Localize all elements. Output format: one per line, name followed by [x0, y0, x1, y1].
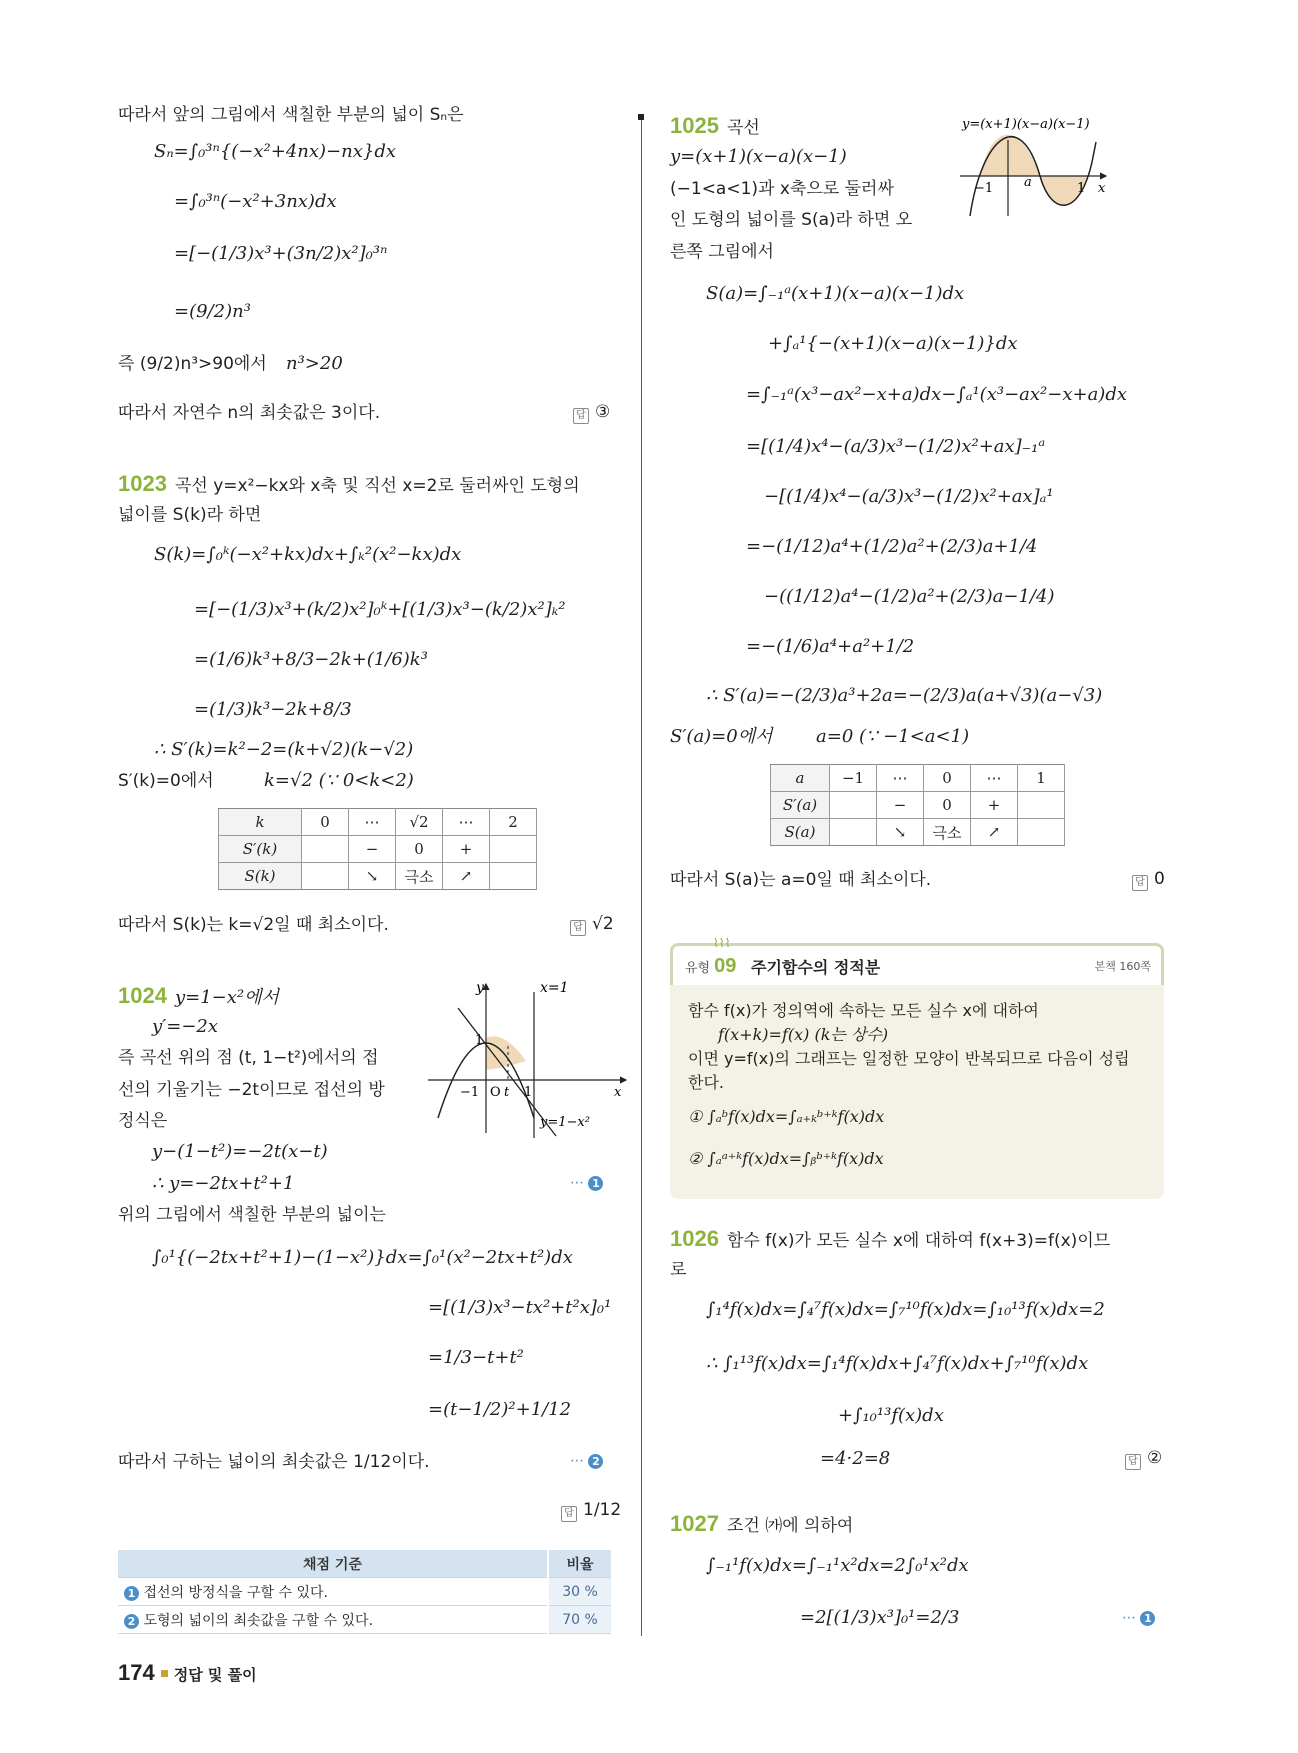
page-footer — [118, 1660, 257, 1686]
graph-1024 — [428, 978, 628, 1138]
eq-1024-1: ∫₀¹{(−2tx+t²+1)−(1−x²)}dx=∫₀¹(x²−2tx+t²)dx — [152, 1247, 573, 1268]
eq-1023-5: ∴ S′(k)=k²−2=(k+√2)(k−√2) — [154, 739, 414, 760]
problem-number: 1026 — [670, 1226, 719, 1251]
column-divider — [641, 116, 642, 1636]
step-marker-1027: ⋯ 1 — [1122, 1610, 1155, 1626]
eq-1025-3: =∫₋₁ᵃ(x³−ax²−x+a)dx−∫ₐ¹(x³−ax²−x+a)dx — [746, 384, 1127, 405]
problem-number: 1024 — [118, 983, 167, 1008]
eq-1025-7: −((1/12)a⁴−(1/2)a²+(2/3)a−1/4) — [764, 586, 1055, 607]
eq-1025-9: ∴ S′(a)=−(2/3)a³+2a=−(2/3)a(a+√3)(a−√3) — [706, 685, 1103, 706]
page-number: 174 — [118, 1660, 155, 1685]
answer-box-icon: 답 — [1125, 1454, 1141, 1470]
problem-1026-line1: 1026 함수 f(x)가 모든 실수 x에 대하여 f(x+3)=f(x)이므 — [670, 1226, 1111, 1251]
concept-line-3: 이면 y=f(x)의 그래프는 일정한 모양이 반복되므로 다음이 성립 — [688, 1049, 1130, 1068]
step-circle-icon: 1 — [124, 1586, 139, 1601]
problem-1023-line2: 넓이를 S(k)라 하면 — [118, 505, 262, 525]
step-marker-1: ⋯ 1 — [570, 1175, 603, 1191]
cond-1023: S′(k)=0에서 — [118, 771, 214, 791]
footer-square-icon — [161, 1670, 168, 1677]
concept-header — [670, 936, 1164, 985]
p1024-l6: y−(1−t²)=−2t(x−t) — [152, 1141, 328, 1162]
eq-1025-2: +∫ₐ¹{−(x+1)(x−a)(x−1)}dx — [768, 333, 1018, 354]
p1025-l2: y=(x+1)(x−a)(x−1) — [670, 146, 847, 167]
eq-1025-1: S(a)=∫₋₁ᵃ(x+1)(x−a)(x−1)dx — [706, 283, 965, 304]
concept-title: 주기함수의 정적분 — [751, 958, 881, 977]
variation-table-1023: k 0 ⋯ √2 ⋯ 2 S′(k) − 0 + S(k) ↘ 극소 ↗ — [218, 808, 537, 890]
a-label: a — [1024, 175, 1032, 190]
variation-table-1025: a −1 ⋯ 0 ⋯ 1 S′(a) − 0 + S(a) ↘ 극소 ↗ — [770, 764, 1065, 846]
sn-eq-3: =[−(1/3)x³+(3n/2)x²]₀³ⁿ — [174, 243, 388, 264]
p1024-l3: 즉 곡선 위의 점 (t, 1−t²)에서의 접 — [118, 1048, 379, 1068]
cond-1025-value: a=0 (∵ −1<a<1) — [816, 726, 970, 747]
answer-1024: 답 1/12 — [561, 1500, 621, 1522]
concept-formula-1: ① ∫ₐᵇf(x)dx=∫ₐ₊ₖᵇ⁺ᵏf(x)dx — [688, 1107, 885, 1126]
x-one-label: 1 — [524, 1085, 533, 1100]
origin-label: O — [490, 1085, 501, 1100]
eq-1026-3: +∫₁₀¹³f(x)dx — [838, 1405, 944, 1426]
eq-1025-8: =−(1/6)a⁴+a²+1/2 — [746, 636, 915, 657]
p1024-l4: 선의 기울기는 −2t이므로 접선의 방 — [118, 1080, 385, 1100]
p1026-l2: 로 — [670, 1260, 687, 1280]
eq-1024-2: =[(1/3)x³−tx²+t²x]₀¹ — [428, 1297, 612, 1318]
cond-value: n³>20 — [286, 353, 343, 374]
graph-1025 — [960, 112, 1170, 222]
score-row-1: 1 접선의 방정식을 구할 수 있다. — [118, 1578, 548, 1606]
footer-title: 정답 및 풀이 — [173, 1666, 257, 1684]
eq-1024-3: =1/3−t+t² — [428, 1347, 524, 1368]
one-label: 1 — [1077, 181, 1086, 196]
curve-label: y=1−x² — [540, 1115, 590, 1130]
score-row-2: 2 도형의 넓이의 최솟값을 구할 수 있다. — [118, 1606, 548, 1634]
answer-1026: 답 ② — [1125, 1448, 1162, 1470]
sn-eq-2: =∫₀³ⁿ(−x²+3nx)dx — [174, 191, 337, 212]
answer-box-icon: 답 — [573, 408, 589, 424]
eq-1026-1: ∫₁⁴f(x)dx=∫₄⁷f(x)dx=∫₇¹⁰f(x)dx=∫₁₀¹³f(x)dx=2 — [706, 1299, 1105, 1320]
x-label: x — [614, 1085, 622, 1100]
t-label: t — [504, 1085, 510, 1100]
problem-number: 1023 — [118, 471, 167, 496]
concept-line-1: 함수 f(x)가 정의역에 속하는 모든 실수 x에 대하여 — [688, 1001, 1039, 1020]
intro-text: 따라서 앞의 그림에서 색칠한 부분의 넓이 Sₙ은 — [118, 105, 464, 125]
x1-label: x=1 — [540, 980, 569, 996]
problem-1024-line1: 1024 y=1−x²에서 — [118, 983, 279, 1008]
eq-1025-4: =[(1/4)x⁴−(a/3)x³−(1/2)x²+ax]₋₁ᵃ — [746, 436, 1046, 457]
p1024-l5: 정식은 — [118, 1111, 168, 1131]
eq-1027-2: =2[(1/3)x³]₀¹=2/3 — [800, 1607, 960, 1628]
graph-title: y=(x+1)(x−a)(x−1) — [962, 117, 1090, 132]
answer-1025: 답 0 — [1132, 869, 1165, 891]
eq-1027-1: ∫₋₁¹f(x)dx=∫₋₁¹x²dx=2∫₀¹x²dx — [706, 1555, 969, 1576]
scoring-table — [118, 1550, 611, 1634]
column-divider-marker — [638, 114, 644, 120]
step-marker-2: ⋯ 2 — [570, 1453, 603, 1469]
conclusion-1024: 따라서 구하는 넓이의 최솟값은 1/12이다. — [118, 1452, 430, 1472]
eq-1023-4: =(1/3)k³−2k+8/3 — [194, 699, 352, 720]
x-label: x — [1098, 181, 1106, 196]
p1024-l2: y′=−2x — [152, 1016, 219, 1037]
concept-reference: 본책 160쪽 — [1094, 960, 1151, 973]
concept-tag: 유형 09 — [685, 955, 737, 977]
p1024-l7: ∴ y=−2tx+t²+1 — [152, 1173, 295, 1194]
sn-eq-1: Sₙ=∫₀³ⁿ{(−x²+4nx)−nx}dx — [154, 141, 396, 162]
answer-box-icon: 답 — [1132, 875, 1148, 891]
step-circle-icon: 1 — [588, 1176, 603, 1191]
problem-1023-line1: 1023 곡선 y=x²−kx와 x축 및 직선 x=2로 둘러싸인 도형의 — [118, 471, 580, 496]
p1025-l4: 인 도형의 넓이를 S(a)라 하면 오 — [670, 210, 913, 230]
p1024-l8: 위의 그림에서 색칠한 부분의 넓이는 — [118, 1205, 386, 1225]
concept-formula-2: ② ∫ₐᵃ⁺ᵏf(x)dx=∫ᵦᵇ⁺ᵏf(x)dx — [688, 1149, 884, 1168]
conclusion-text: 따라서 자연수 n의 최솟값은 3이다. — [118, 403, 381, 423]
wave-icon: ⌇⌇⌇ — [713, 936, 731, 950]
eq-1023-2: =[−(1/3)x³+(k/2)x²]₀ᵏ+[(1/3)x³−(k/2)x²]ₖ² — [194, 599, 566, 620]
concept-body — [670, 985, 1164, 1199]
answer-box-icon: 답 — [561, 1506, 577, 1522]
cond-text: 즉 (9/2)n³>90에서 — [118, 354, 267, 374]
problem-number: 1025 — [670, 113, 719, 138]
cond-1023-value: k=√2 (∵ 0<k<2) — [264, 770, 414, 791]
problem-number: 1027 — [670, 1511, 719, 1536]
cond-1025: S′(a)=0에서 — [670, 726, 773, 747]
conclusion-1023: 따라서 S(k)는 k=√2일 때 최소이다. — [118, 915, 389, 935]
score-header-ratio: 비율 — [548, 1550, 611, 1578]
p1025-l3: (−1<a<1)과 x축으로 둘러싸 — [670, 179, 894, 199]
eq-1025-6: =−(1/12)a⁴+(1/2)a²+(2/3)a+1/4 — [746, 536, 1038, 557]
p1025-l5: 른쪽 그림에서 — [670, 242, 774, 262]
answer-1022: 답 ③ — [573, 402, 610, 424]
score-ratio-1: 30 % — [548, 1578, 611, 1606]
problem-1027-line1: 1027 조건 ㈎에 의하여 — [670, 1511, 854, 1536]
neg-one-label: −1 — [974, 181, 994, 196]
score-header-criteria: 채점 기준 — [118, 1550, 548, 1578]
concept-line-2: f(x+k)=f(x) (k는 상수) — [718, 1025, 889, 1044]
answer-box-icon: 답 — [570, 920, 586, 936]
concept-line-4: 한다. — [688, 1073, 724, 1092]
y-label: y — [476, 980, 484, 996]
eq-1024-4: =(t−1/2)²+1/12 — [428, 1399, 572, 1420]
eq-1026-2: ∴ ∫₁¹³f(x)dx=∫₁⁴f(x)dx+∫₄⁷f(x)dx+∫₇¹⁰f(x)dx — [706, 1353, 1089, 1374]
eq-1025-5: −[(1/4)x⁴−(a/3)x³−(1/2)x²+ax]ₐ¹ — [764, 486, 1054, 507]
problem-1025-line1: 1025 곡선 — [670, 113, 760, 138]
concept-box — [670, 936, 1164, 1199]
shaded-region — [486, 1024, 526, 1070]
conclusion-1025: 따라서 S(a)는 a=0일 때 최소이다. — [670, 870, 932, 890]
sn-eq-4: =(9/2)n³ — [174, 301, 251, 322]
y-intercept-label: 1 — [475, 1033, 484, 1048]
step-circle-icon: 1 — [1140, 1611, 1155, 1626]
eq-1026-4: =4·2=8 — [820, 1448, 891, 1469]
eq-1023-1: S(k)=∫₀ᵏ(−x²+kx)dx+∫ₖ²(x²−kx)dx — [154, 544, 462, 565]
neg-one-label: −1 — [460, 1085, 480, 1100]
step-circle-icon: 2 — [124, 1614, 139, 1629]
step-circle-icon: 2 — [588, 1454, 603, 1469]
score-ratio-2: 70 % — [548, 1606, 611, 1634]
eq-1023-3: =(1/6)k³+8/3−2k+(1/6)k³ — [194, 649, 428, 670]
answer-1023: 답 √2 — [570, 914, 614, 936]
